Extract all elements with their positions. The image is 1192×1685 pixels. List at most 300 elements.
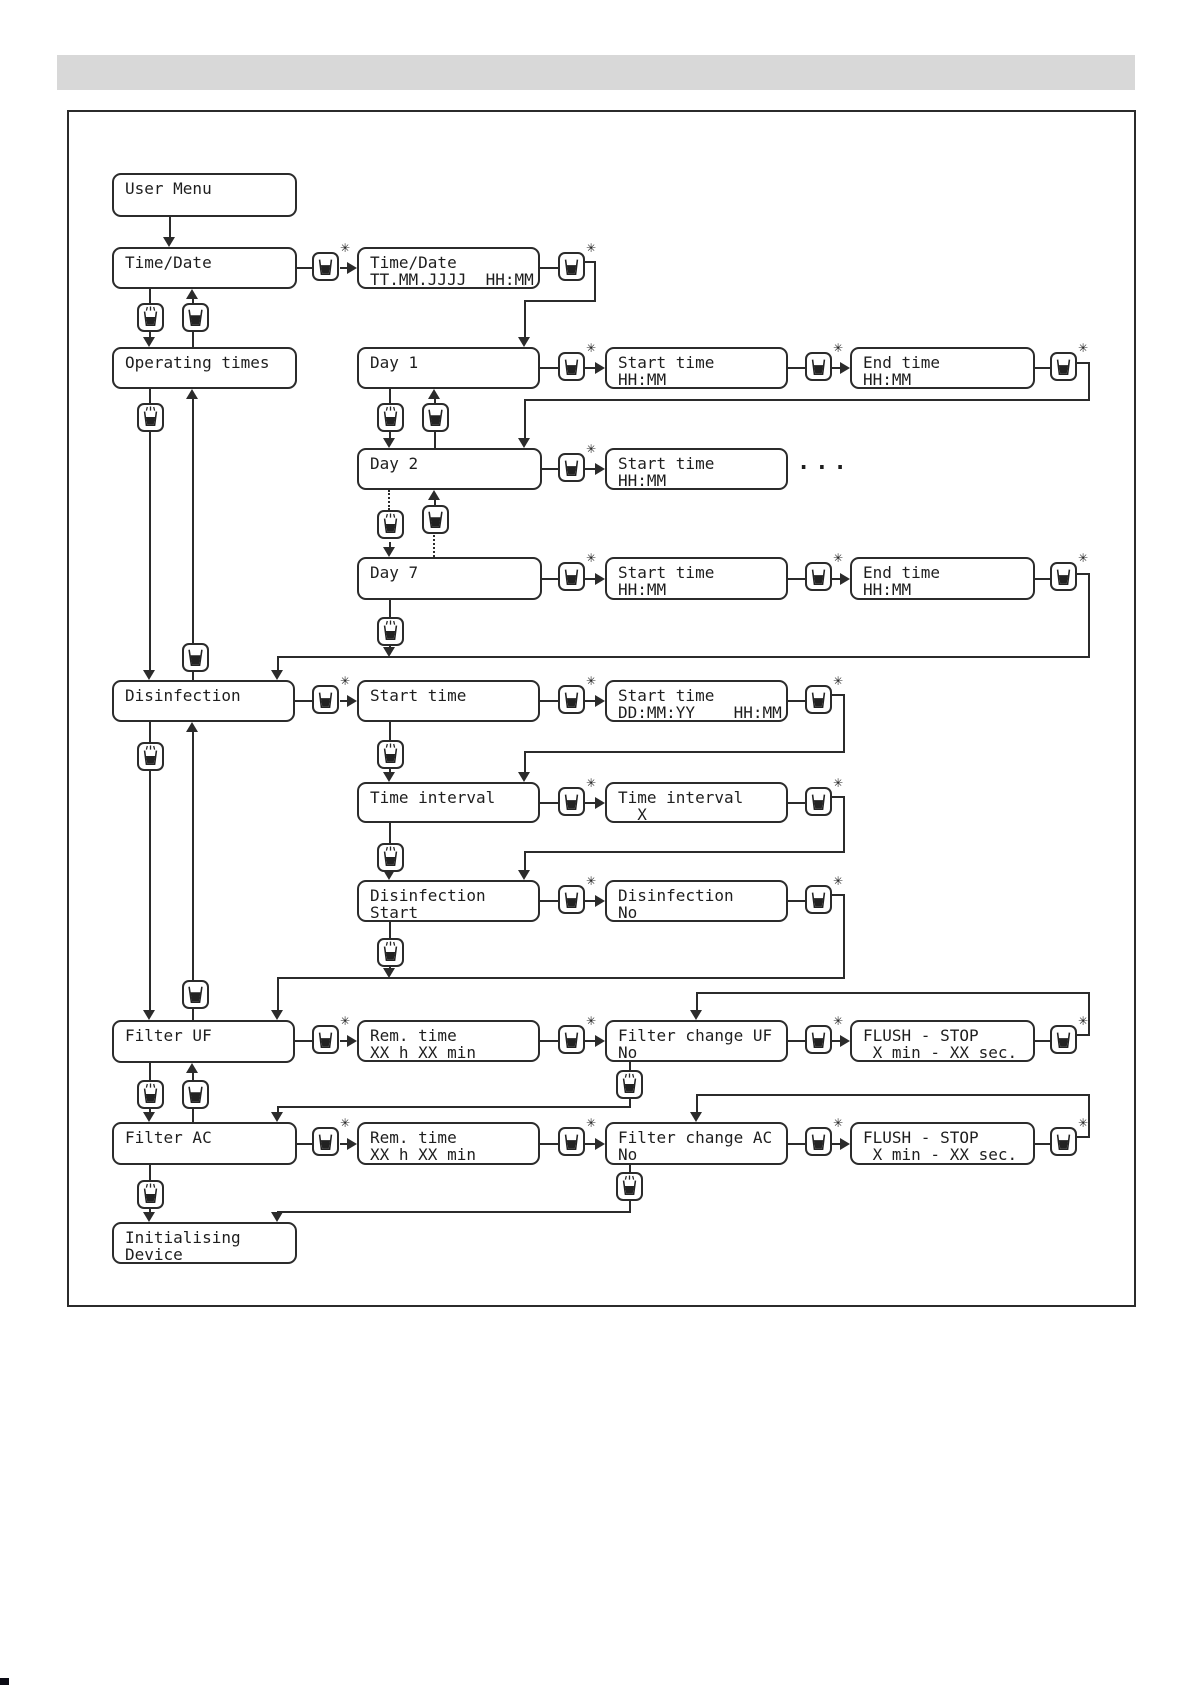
water-glass-icon: [561, 790, 582, 813]
water-glass-icon: [561, 1130, 582, 1153]
sparkling-water-glass-icon: [140, 1183, 161, 1206]
connector-line: [389, 722, 391, 740]
connector-line: [149, 389, 151, 403]
connector-line: [297, 267, 312, 269]
asterisk-footnote-icon: ✳: [585, 776, 596, 790]
connector-line: [1035, 1040, 1050, 1042]
arrowhead-down: [383, 647, 395, 657]
arrowhead-right: [347, 695, 357, 707]
connector-line: [277, 656, 1090, 658]
scroll-up-key-icon[interactable]: [182, 303, 209, 332]
arrowhead-down: [518, 772, 530, 782]
confirm-key-icon[interactable]: [805, 776, 843, 816]
display-box-day1-end-time: [850, 347, 1035, 389]
node-value: X min - XX sec.: [863, 1145, 1018, 1164]
connector-line: [192, 731, 194, 980]
asterisk-footnote-icon: ✳: [832, 551, 843, 565]
scroll-down-key-icon[interactable]: [137, 403, 164, 432]
scroll-up-key-icon[interactable]: [182, 980, 209, 1009]
connector-line: [843, 796, 845, 852]
connector-line: [149, 722, 151, 742]
water-glass-icon: [808, 688, 829, 711]
arrowhead-right: [347, 1035, 357, 1047]
connector-line: [629, 1165, 631, 1172]
confirm-key-icon[interactable]: [558, 551, 596, 591]
asterisk-footnote-icon: ✳: [585, 442, 596, 456]
display-box-time-date-edit: [357, 247, 540, 289]
arrowhead-up: [186, 289, 198, 299]
connector-line: [277, 656, 279, 671]
asterisk-footnote-icon: ✳: [339, 1014, 350, 1028]
asterisk-footnote-icon: ✳: [832, 1116, 843, 1130]
node-value: HH:MM: [618, 471, 667, 490]
sparkling-water-glass-icon: [380, 941, 401, 964]
connector-line: [540, 267, 558, 269]
display-box-disinfection-start-edit: [605, 680, 788, 722]
connector-line: [1088, 1094, 1090, 1138]
connector-line: [524, 851, 845, 853]
arrowhead-down: [690, 1010, 702, 1020]
connector-line: [169, 217, 171, 239]
connector-line: [1088, 362, 1090, 400]
menu-box-day-7: [357, 557, 542, 600]
water-glass-icon: [315, 688, 336, 711]
asterisk-footnote-icon: ✳: [1077, 1116, 1088, 1130]
display-box-filter-change-uf: [605, 1020, 788, 1062]
sparkling-water-glass-icon: [619, 1175, 640, 1198]
connector-line: [788, 900, 805, 902]
display-box-filter-change-ac: [605, 1122, 788, 1165]
asterisk-footnote-icon: ✳: [585, 874, 596, 888]
asterisk-footnote-icon: ✳: [832, 874, 843, 888]
connector-line: [696, 1094, 698, 1114]
display-box-day2-start-time: [605, 448, 788, 490]
node-label: Day 2: [370, 454, 419, 473]
display-box-day7-start-time: [605, 557, 788, 600]
scroll-up-key-icon[interactable]: [422, 505, 449, 534]
arrowhead-right: [595, 573, 605, 585]
node-label: Operating times: [125, 353, 270, 372]
water-glass-icon: [561, 355, 582, 378]
node-label: Disinfection: [618, 886, 734, 905]
arrowhead-down: [383, 438, 395, 448]
connector-line: [540, 700, 558, 702]
node-label: Filter UF: [125, 1026, 212, 1045]
water-glass-icon: [315, 1130, 336, 1153]
asterisk-footnote-icon: ✳: [339, 241, 350, 255]
node-label: Start time: [618, 563, 715, 582]
node-label: Time/Date: [370, 253, 457, 272]
confirm-key-icon[interactable]: [1050, 1014, 1088, 1054]
connector-line: [540, 1143, 558, 1145]
connector-line: [149, 289, 151, 303]
scroll-up-key-icon[interactable]: [182, 643, 209, 672]
still-water-glass-icon: [425, 406, 446, 429]
arrowhead-up: [186, 722, 198, 732]
water-glass-icon: [561, 1028, 582, 1051]
node-label: FLUSH - STOP: [863, 1026, 979, 1045]
display-box-day7-end-time: [850, 557, 1035, 600]
confirm-key-icon[interactable]: [558, 674, 596, 714]
connector-line: [389, 823, 391, 843]
sparkling-water-glass-icon: [140, 406, 161, 429]
display-box-disinfection-no: [605, 880, 788, 922]
connector-line-dotted: [388, 490, 390, 510]
connector-line: [295, 700, 312, 702]
arrowhead-up: [186, 1063, 198, 1073]
node-label: Start time: [618, 686, 715, 705]
node-label: End time: [863, 563, 941, 582]
arrowhead-right: [595, 1138, 605, 1150]
still-water-glass-icon: [425, 508, 446, 531]
connector-line: [540, 802, 558, 804]
asterisk-footnote-icon: ✳: [585, 1014, 596, 1028]
arrowhead-up: [428, 389, 440, 399]
node-label: Disinfection: [125, 686, 241, 705]
arrowhead-right: [840, 362, 850, 374]
node-value: XX h XX min: [370, 1145, 476, 1164]
asterisk-footnote-icon: ✳: [1077, 1014, 1088, 1028]
sparkling-water-glass-icon: [140, 745, 161, 768]
node-value: Device: [125, 1245, 183, 1264]
connector-line: [149, 1165, 151, 1180]
water-glass-icon: [561, 888, 582, 911]
asterisk-footnote-icon: ✳: [585, 1116, 596, 1130]
arrowhead-up: [428, 490, 440, 500]
arrowhead-down: [518, 870, 530, 880]
connector-line: [696, 992, 1090, 994]
display-box-day1-start-time: [605, 347, 788, 389]
arrowhead-right: [840, 1035, 850, 1047]
arrowhead-right: [840, 1138, 850, 1150]
menu-box-disinfection: [112, 680, 295, 722]
menu-box-filter-ac: [112, 1122, 297, 1165]
scroll-down-key-icon[interactable]: [137, 303, 164, 332]
node-label: Start time: [370, 686, 467, 705]
connector-line: [843, 894, 845, 979]
menu-box-operating-times: [112, 347, 297, 389]
connector-line: [1035, 1143, 1050, 1145]
scroll-down-key-icon[interactable]: [616, 1172, 643, 1201]
menu-box-disinfection-start-action: [357, 880, 540, 922]
arrowhead-down: [518, 438, 530, 448]
node-value: HH:MM: [863, 580, 912, 599]
water-glass-icon: [808, 1028, 829, 1051]
connector-line: [788, 578, 805, 580]
display-box-initialising-device: [112, 1222, 297, 1264]
sparkling-water-glass-icon: [619, 1073, 640, 1096]
display-box-uf-flush-stop: [850, 1020, 1035, 1062]
node-value: XX h XX min: [370, 1043, 476, 1062]
arrowhead-down: [271, 1212, 283, 1222]
node-value: No: [618, 1043, 638, 1062]
asterisk-footnote-icon: ✳: [1077, 341, 1088, 355]
arrowhead-right: [347, 262, 357, 274]
confirm-key-icon[interactable]: [805, 1116, 843, 1156]
node-value: Start: [370, 903, 419, 922]
arrowhead-up: [186, 389, 198, 399]
confirm-key-icon[interactable]: [312, 241, 350, 281]
scroll-down-key-icon[interactable]: [377, 843, 404, 872]
arrowhead-right: [595, 463, 605, 475]
still-water-glass-icon: [185, 646, 206, 669]
arrowhead-down: [383, 772, 395, 782]
confirm-key-icon[interactable]: [312, 1116, 350, 1156]
still-water-glass-icon: [185, 983, 206, 1006]
connector-line: [540, 367, 558, 369]
scroll-down-key-icon[interactable]: [137, 1080, 164, 1109]
node-label: Disinfection: [370, 886, 486, 905]
confirm-key-icon[interactable]: [805, 1014, 843, 1054]
arrowhead-right: [347, 1138, 357, 1150]
connector-line: [1088, 573, 1090, 658]
confirm-key-icon[interactable]: [558, 1116, 596, 1156]
page-corner-mark: [0, 1678, 9, 1685]
asterisk-footnote-icon: ✳: [585, 674, 596, 688]
node-label: User Menu: [125, 179, 212, 198]
scroll-down-key-icon[interactable]: [377, 617, 404, 646]
node-label: Initialising: [125, 1228, 241, 1247]
confirm-key-icon[interactable]: [558, 341, 596, 381]
sparkling-water-glass-icon: [380, 846, 401, 869]
confirm-key-icon[interactable]: [558, 442, 596, 482]
arrowhead-right: [595, 1035, 605, 1047]
water-glass-icon: [1053, 1028, 1074, 1051]
water-glass-icon: [561, 456, 582, 479]
connector-line: [389, 922, 391, 938]
connector-line: [192, 398, 194, 643]
arrowhead-down: [163, 237, 175, 247]
scroll-down-key-icon[interactable]: [137, 1180, 164, 1209]
connector-line: [149, 767, 151, 1012]
confirm-key-icon[interactable]: [1050, 551, 1088, 591]
arrowhead-down: [518, 337, 530, 347]
asterisk-footnote-icon: ✳: [339, 1116, 350, 1130]
confirm-key-icon[interactable]: [558, 874, 596, 914]
connector-line: [524, 751, 845, 753]
connector-line: [542, 468, 558, 470]
confirm-key-icon[interactable]: [805, 674, 843, 714]
node-value: No: [618, 1145, 638, 1164]
arrowhead-down: [143, 670, 155, 680]
connector-line: [524, 399, 1090, 401]
connector-line: [788, 1143, 805, 1145]
node-label: Time interval: [618, 788, 744, 807]
connector-line: [843, 694, 845, 752]
connector-line: [434, 430, 436, 448]
still-water-glass-icon: [185, 1083, 206, 1106]
connector-line: [277, 1106, 631, 1108]
water-glass-icon: [1053, 565, 1074, 588]
arrowhead-down: [271, 1112, 283, 1122]
asterisk-footnote-icon: ✳: [832, 1014, 843, 1028]
water-glass-icon: [808, 790, 829, 813]
scroll-down-key-icon[interactable]: [377, 938, 404, 967]
scroll-down-key-icon[interactable]: [377, 740, 404, 769]
asterisk-footnote-icon: ✳: [585, 341, 596, 355]
connector-line: [297, 1143, 312, 1145]
connector-line: [149, 1063, 151, 1080]
connector-line: [295, 1040, 312, 1042]
asterisk-footnote-icon: ✳: [585, 241, 596, 255]
node-label: Time interval: [370, 788, 496, 807]
connector-line: [1035, 578, 1050, 580]
connector-line: [788, 367, 805, 369]
connector-line: [389, 600, 391, 617]
connector-line: [788, 802, 805, 804]
confirm-key-icon[interactable]: [805, 874, 843, 914]
confirm-key-icon[interactable]: [558, 776, 596, 816]
sparkling-water-glass-icon: [140, 1083, 161, 1106]
node-label: Filter AC: [125, 1128, 212, 1147]
connector-line: [696, 1094, 1090, 1096]
connector-line: [524, 751, 526, 774]
sparkling-water-glass-icon: [140, 306, 161, 329]
confirm-key-icon[interactable]: [805, 551, 843, 591]
node-label: Filter change AC: [618, 1128, 773, 1147]
menu-box-disinfection-start-time: [357, 680, 540, 722]
connector-line: [192, 330, 194, 347]
arrowhead-down: [143, 1010, 155, 1020]
scroll-down-key-icon[interactable]: [377, 403, 404, 432]
water-glass-icon: [315, 1028, 336, 1051]
arrowhead-down: [271, 1010, 283, 1020]
arrowhead-down: [383, 968, 395, 978]
asterisk-footnote-icon: ✳: [832, 776, 843, 790]
scroll-down-key-icon[interactable]: [616, 1070, 643, 1099]
node-label: End time: [863, 353, 941, 372]
connector-line: [524, 300, 596, 302]
connector-line: [788, 1040, 805, 1042]
water-glass-icon: [561, 688, 582, 711]
menu-box-filter-uf: [112, 1020, 295, 1063]
connector-line: [149, 432, 151, 672]
confirm-key-icon[interactable]: [312, 1014, 350, 1054]
confirm-key-icon[interactable]: [1050, 1116, 1088, 1156]
asterisk-footnote-icon: ✳: [339, 674, 350, 688]
connector-line: [788, 700, 805, 702]
node-label: Rem. time: [370, 1128, 457, 1147]
water-glass-icon: [1053, 355, 1074, 378]
node-value: X: [618, 805, 647, 824]
menu-box-user-menu: [112, 173, 297, 217]
connector-line: [1088, 992, 1090, 1036]
connector-line: [540, 1040, 558, 1042]
arrowhead-right: [840, 573, 850, 585]
node-value: No: [618, 903, 638, 922]
asterisk-footnote-icon: ✳: [585, 551, 596, 565]
connector-line: [277, 1211, 631, 1213]
arrowhead-down: [143, 337, 155, 347]
node-label: Rem. time: [370, 1026, 457, 1045]
water-glass-icon: [808, 888, 829, 911]
water-glass-icon: [808, 565, 829, 588]
arrowhead-right: [595, 797, 605, 809]
asterisk-footnote-icon: ✳: [832, 341, 843, 355]
node-label: Day 7: [370, 563, 419, 582]
arrowhead-down: [271, 670, 283, 680]
connector-line: [696, 992, 698, 1012]
connector-line: [389, 389, 391, 403]
arrowhead-down: [143, 1212, 155, 1222]
node-label: Filter change UF: [618, 1026, 773, 1045]
menu-box-time-interval: [357, 782, 540, 823]
scroll-up-key-icon[interactable]: [182, 1080, 209, 1109]
connector-line: [524, 300, 526, 338]
connector-line: [540, 900, 558, 902]
water-glass-icon: [808, 1130, 829, 1153]
confirm-key-icon[interactable]: [1050, 341, 1088, 381]
sparkling-water-glass-icon: [380, 513, 401, 536]
display-box-uf-remaining-time: [357, 1020, 540, 1062]
menu-box-time-date: [112, 247, 297, 289]
arrowhead-right: [595, 362, 605, 374]
arrowhead-down: [143, 1112, 155, 1122]
ellipsis-more-days: ...: [797, 450, 852, 475]
node-label: Time/Date: [125, 253, 212, 272]
water-glass-icon: [561, 255, 582, 278]
sparkling-water-glass-icon: [380, 620, 401, 643]
node-label: Start time: [618, 454, 715, 473]
connector-line: [629, 1062, 631, 1070]
connector-line: [277, 977, 845, 979]
water-glass-icon: [1053, 1130, 1074, 1153]
arrowhead-down: [383, 547, 395, 557]
connector-line: [542, 578, 558, 580]
display-box-ac-remaining-time: [357, 1122, 540, 1165]
node-value: DD:MM:YY HH:MM: [618, 703, 782, 722]
display-box-time-interval-edit: [605, 782, 788, 823]
scroll-up-key-icon[interactable]: [422, 403, 449, 432]
scroll-down-key-icon[interactable]: [377, 510, 404, 539]
node-label: FLUSH - STOP: [863, 1128, 979, 1147]
connector-line: [1035, 367, 1050, 369]
node-value: HH:MM: [863, 370, 912, 389]
menu-box-day-1: [357, 347, 540, 389]
display-box-ac-flush-stop: [850, 1122, 1035, 1165]
still-water-glass-icon: [185, 306, 206, 329]
water-glass-icon: [315, 255, 336, 278]
node-value: TT.MM.JJJJ HH:MM: [370, 270, 534, 289]
connector-line: [524, 851, 526, 872]
node-value: HH:MM: [618, 580, 667, 599]
water-glass-icon: [808, 355, 829, 378]
node-label: Day 1: [370, 353, 419, 372]
connector-line: [524, 399, 526, 439]
arrowhead-right: [595, 695, 605, 707]
confirm-key-icon[interactable]: [312, 674, 350, 714]
connector-line: [594, 261, 596, 301]
node-value: X min - XX sec.: [863, 1043, 1018, 1062]
sparkling-water-glass-icon: [380, 406, 401, 429]
confirm-key-icon[interactable]: [558, 1014, 596, 1054]
arrowhead-right: [595, 895, 605, 907]
arrowhead-down: [690, 1112, 702, 1122]
confirm-key-icon[interactable]: [558, 241, 596, 281]
asterisk-footnote-icon: ✳: [832, 674, 843, 688]
menu-box-day-2: [357, 448, 542, 490]
asterisk-footnote-icon: ✳: [1077, 551, 1088, 565]
connector-line: [277, 977, 279, 1012]
scroll-down-key-icon[interactable]: [137, 742, 164, 771]
sparkling-water-glass-icon: [380, 743, 401, 766]
node-value: HH:MM: [618, 370, 667, 389]
section-heading-bar: [57, 55, 1135, 90]
water-glass-icon: [561, 565, 582, 588]
node-label: Start time: [618, 353, 715, 372]
connector-line: [192, 1072, 194, 1080]
confirm-key-icon[interactable]: [805, 341, 843, 381]
